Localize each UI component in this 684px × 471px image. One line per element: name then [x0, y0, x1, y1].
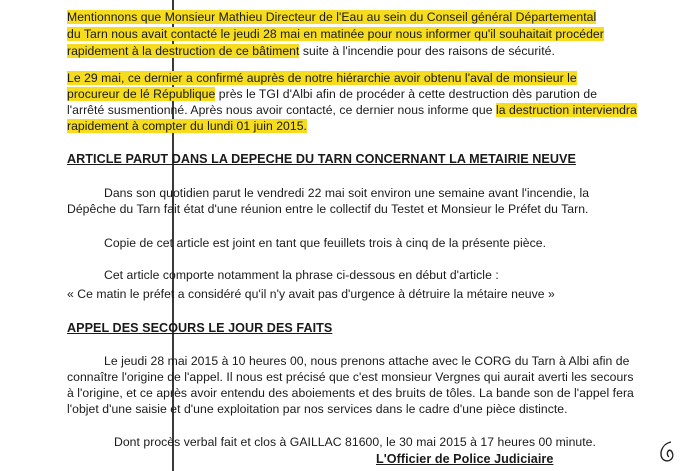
paragraph-3-line-2: Dépêche du Tarn fait état d'une réunion entre le collectif du Testet et Monsieur le Préfet du Tarn.: [67, 202, 589, 216]
paragraph-2-line-3: [67, 103, 637, 118]
paragraph-4: Copie de cet article est joint en tant que feuillets trois à cinq de la présente pièce.: [104, 236, 547, 250]
plain-text: près le TGI d'Albi afin de procéder à cette destruction dès parution de: [215, 87, 598, 101]
paragraph-6-line-3: à l'origine, et ce après avoir entendu des aboiements et des bruits de tôles. La bande son de l'appel fera: [67, 386, 634, 400]
paragraph-2-line-1: [67, 71, 577, 86]
plain-text: suite à l'incendie pour des raisons de sécurité.: [299, 44, 555, 58]
paragraph-1-line-3: [67, 44, 555, 59]
highlighted-text: Mentionnons que Monsieur Mathieu Directeur de l'Eau au sein du Conseil général Départemental: [67, 10, 597, 24]
paragraph-2-line-4: [67, 119, 307, 134]
paragraph-1-line-1: [67, 10, 596, 25]
signature-title: L'Officier de Police Judiciaire: [376, 452, 554, 466]
section-heading-appel: APPEL DES SECOURS LE JOUR DES FAITS: [67, 321, 333, 335]
plain-text: l'arrêté susmentionné. Après nous avoir contacté, ce dernier nous informe que: [67, 103, 496, 117]
paragraph-6-line-4: l'objet d'une saisie et d'une exploitation par nos services dans le cadre d'une pièce distincte.: [67, 402, 568, 416]
highlighted-text: du Tarn nous avait contacté le jeudi 28 mai en matinée pour nous informer qu'il souhaitait procéder: [67, 27, 604, 41]
paragraph-2-line-2: [67, 87, 597, 102]
highlighted-text: procureur de lé République: [67, 87, 216, 101]
paragraph-1-line-2: [67, 27, 604, 42]
signature-scribble-icon: [655, 438, 681, 468]
section-heading-article: ARTICLE PARUT DANS LA DEPECHE DU TARN CONCERNANT LA METAIRIE NEUVE: [67, 152, 576, 166]
paragraph-6-line-1: Le jeudi 28 mai 2015 à 10 heures 00, nous prenons attache avec le CORG du Tarn à Albi afin de: [104, 354, 630, 368]
highlighted-text: rapidement à compter du lundi 01 juin 2015.: [67, 119, 307, 133]
highlighted-text: la destruction interviendra: [495, 103, 637, 117]
highlighted-text: rapidement à la destruction de ce bâtiment: [67, 44, 300, 58]
paragraph-6-line-2: connaître l'origine de l'appel. Il nous est précisé que c'est monsieur Vergnes qui aurait averti les secours: [67, 370, 634, 384]
highlighted-text: Le 29 mai, ce dernier a confirmé auprès de notre hiérarchie avoir obtenu l'aval de monsieur le: [67, 71, 577, 85]
paragraph-5-line-1: Cet article comporte notamment la phrase ci-dessous en début d'article :: [104, 268, 499, 282]
closing-statement: Dont procès verbal fait et clos à GAILLAC 81600, le 30 mai 2015 à 17 heures 00 minute.: [114, 435, 596, 449]
paragraph-3-line-1: Dans son quotidien parut le vendredi 22 mai soit environ une semaine avant l'incendie, la: [104, 186, 590, 200]
paragraph-5-quote: « Ce matin le préfet a considéré qu'il n'y avait pas d'urgence à détruire la métaire neuve »: [67, 287, 555, 301]
